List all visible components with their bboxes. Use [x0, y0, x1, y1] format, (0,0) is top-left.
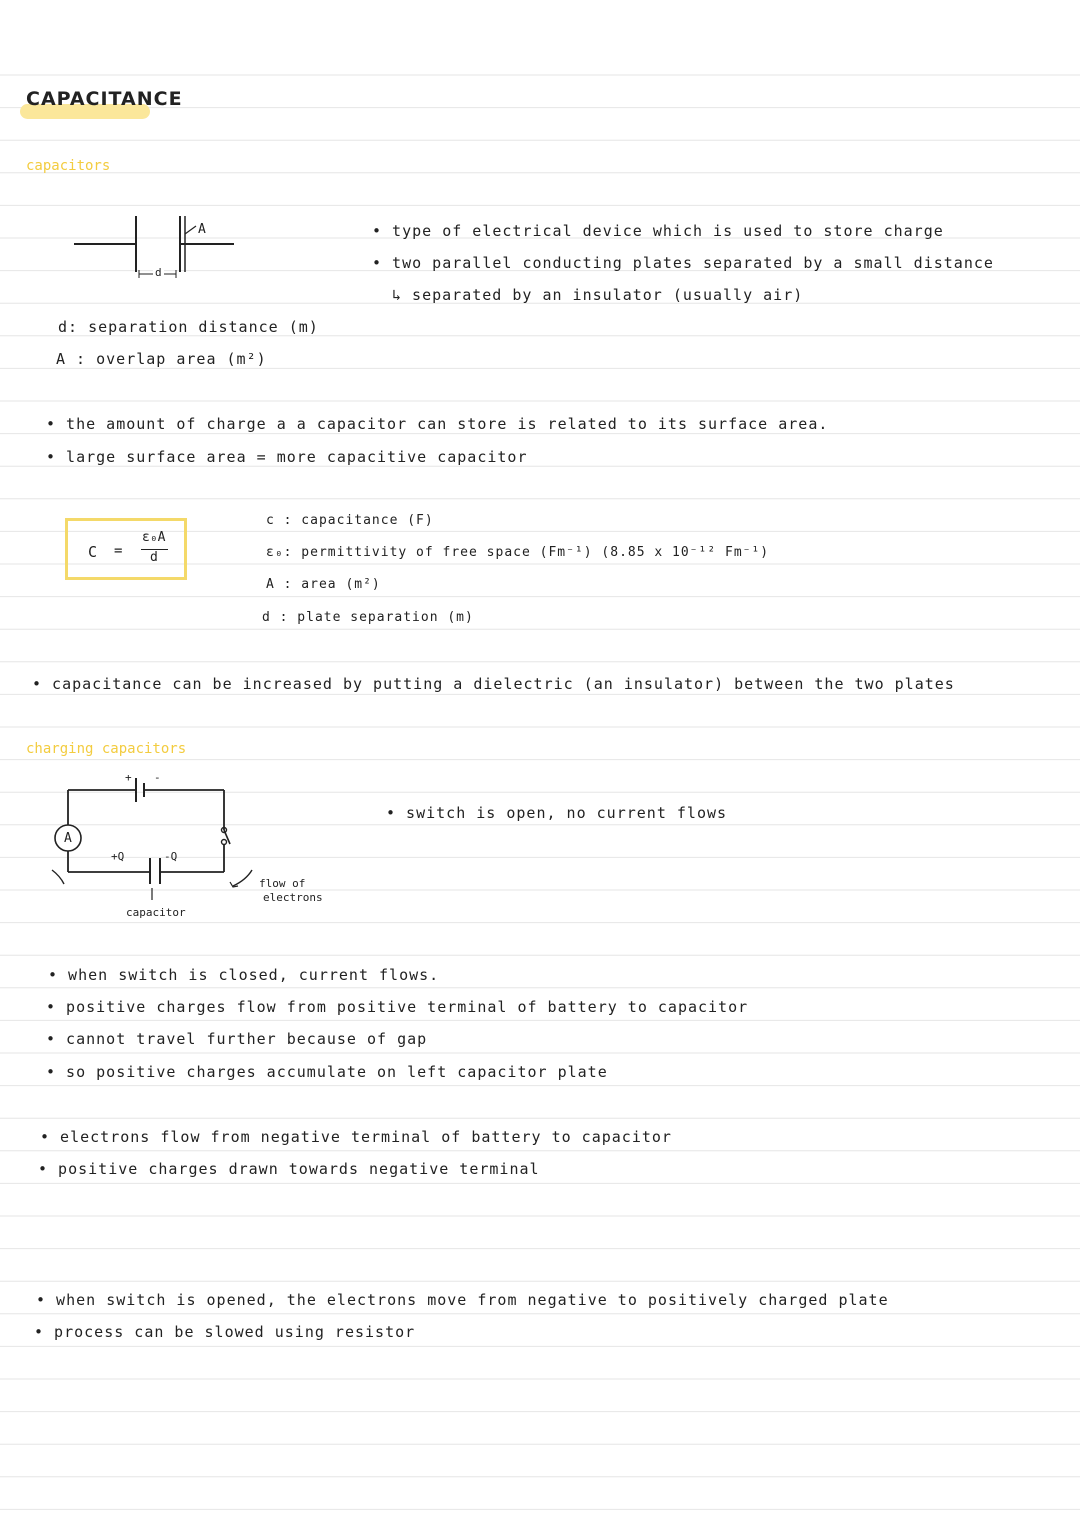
opened-note-2: • process can be slowed using resistor [34, 1323, 416, 1341]
label-d: d [155, 266, 162, 279]
definition-a: A : overlap area (m²) [56, 350, 267, 368]
switch-open-note: • switch is open, no current flows [386, 804, 728, 822]
capacitor-note-3: ↳ separated by an insulator (usually air) [392, 286, 804, 304]
formula-c: C [88, 543, 98, 561]
term-capacitance: c : capacitance (F) [266, 513, 434, 528]
battery-minus: - [154, 771, 161, 784]
capacitor-note-1: • type of electrical device which is used to store charge [372, 222, 944, 240]
term-separation: d : plate separation (m) [262, 610, 474, 625]
electron-note-2: • positive charges drawn towards negative terminal [38, 1160, 540, 1178]
section-heading-charging: charging capacitors [26, 741, 187, 757]
capacitor-note-2: • two parallel conducting plates separated by a small distance [372, 254, 994, 272]
definition-d: d: separation distance (m) [58, 318, 319, 336]
flow-label-2: electrons [263, 891, 323, 904]
term-permittivity: ε₀: permittivity of free space (Fm⁻¹) (8.85 x 10⁻¹² Fm⁻¹) [266, 545, 770, 560]
page-title: CAPACITANCE [26, 88, 183, 110]
opened-note-1: • when switch is opened, the electrons move from negative to positively charged plate [36, 1291, 889, 1309]
surface-note-2: • large surface area = more capacitive capacitor [46, 448, 528, 466]
formula-denominator: d [150, 550, 158, 565]
formula-equals: = [114, 543, 123, 559]
flow-label-1: flow of [259, 877, 306, 890]
surface-note-1: • the amount of charge a a capacitor can store is related to its surface area. [46, 415, 829, 433]
section-heading-capacitors: capacitors [26, 158, 111, 174]
ammeter-label: A [64, 831, 73, 846]
label-a: A [198, 222, 207, 237]
dielectric-note: • capacitance can be increased by putting a dielectric (an insulator) between the two plates [32, 675, 955, 693]
closed-note-3: • cannot travel further because of gap [46, 1030, 428, 1048]
formula-numerator: ε₀A [142, 530, 166, 545]
closed-note-4: • so positive charges accumulate on left capacitor plate [46, 1063, 608, 1081]
electron-note-1: • electrons flow from negative terminal of battery to capacitor [40, 1128, 672, 1146]
closed-note-1: • when switch is closed, current flows. [48, 966, 440, 984]
plus-q-label: +Q [111, 850, 125, 863]
battery-plus: + [125, 771, 132, 784]
closed-note-2: • positive charges flow from positive terminal of battery to capacitor [46, 998, 749, 1016]
minus-q-label: -Q [164, 850, 178, 863]
formula-box [65, 518, 187, 580]
term-area: A : area (m²) [266, 577, 381, 592]
capacitor-label: capacitor [126, 906, 186, 919]
